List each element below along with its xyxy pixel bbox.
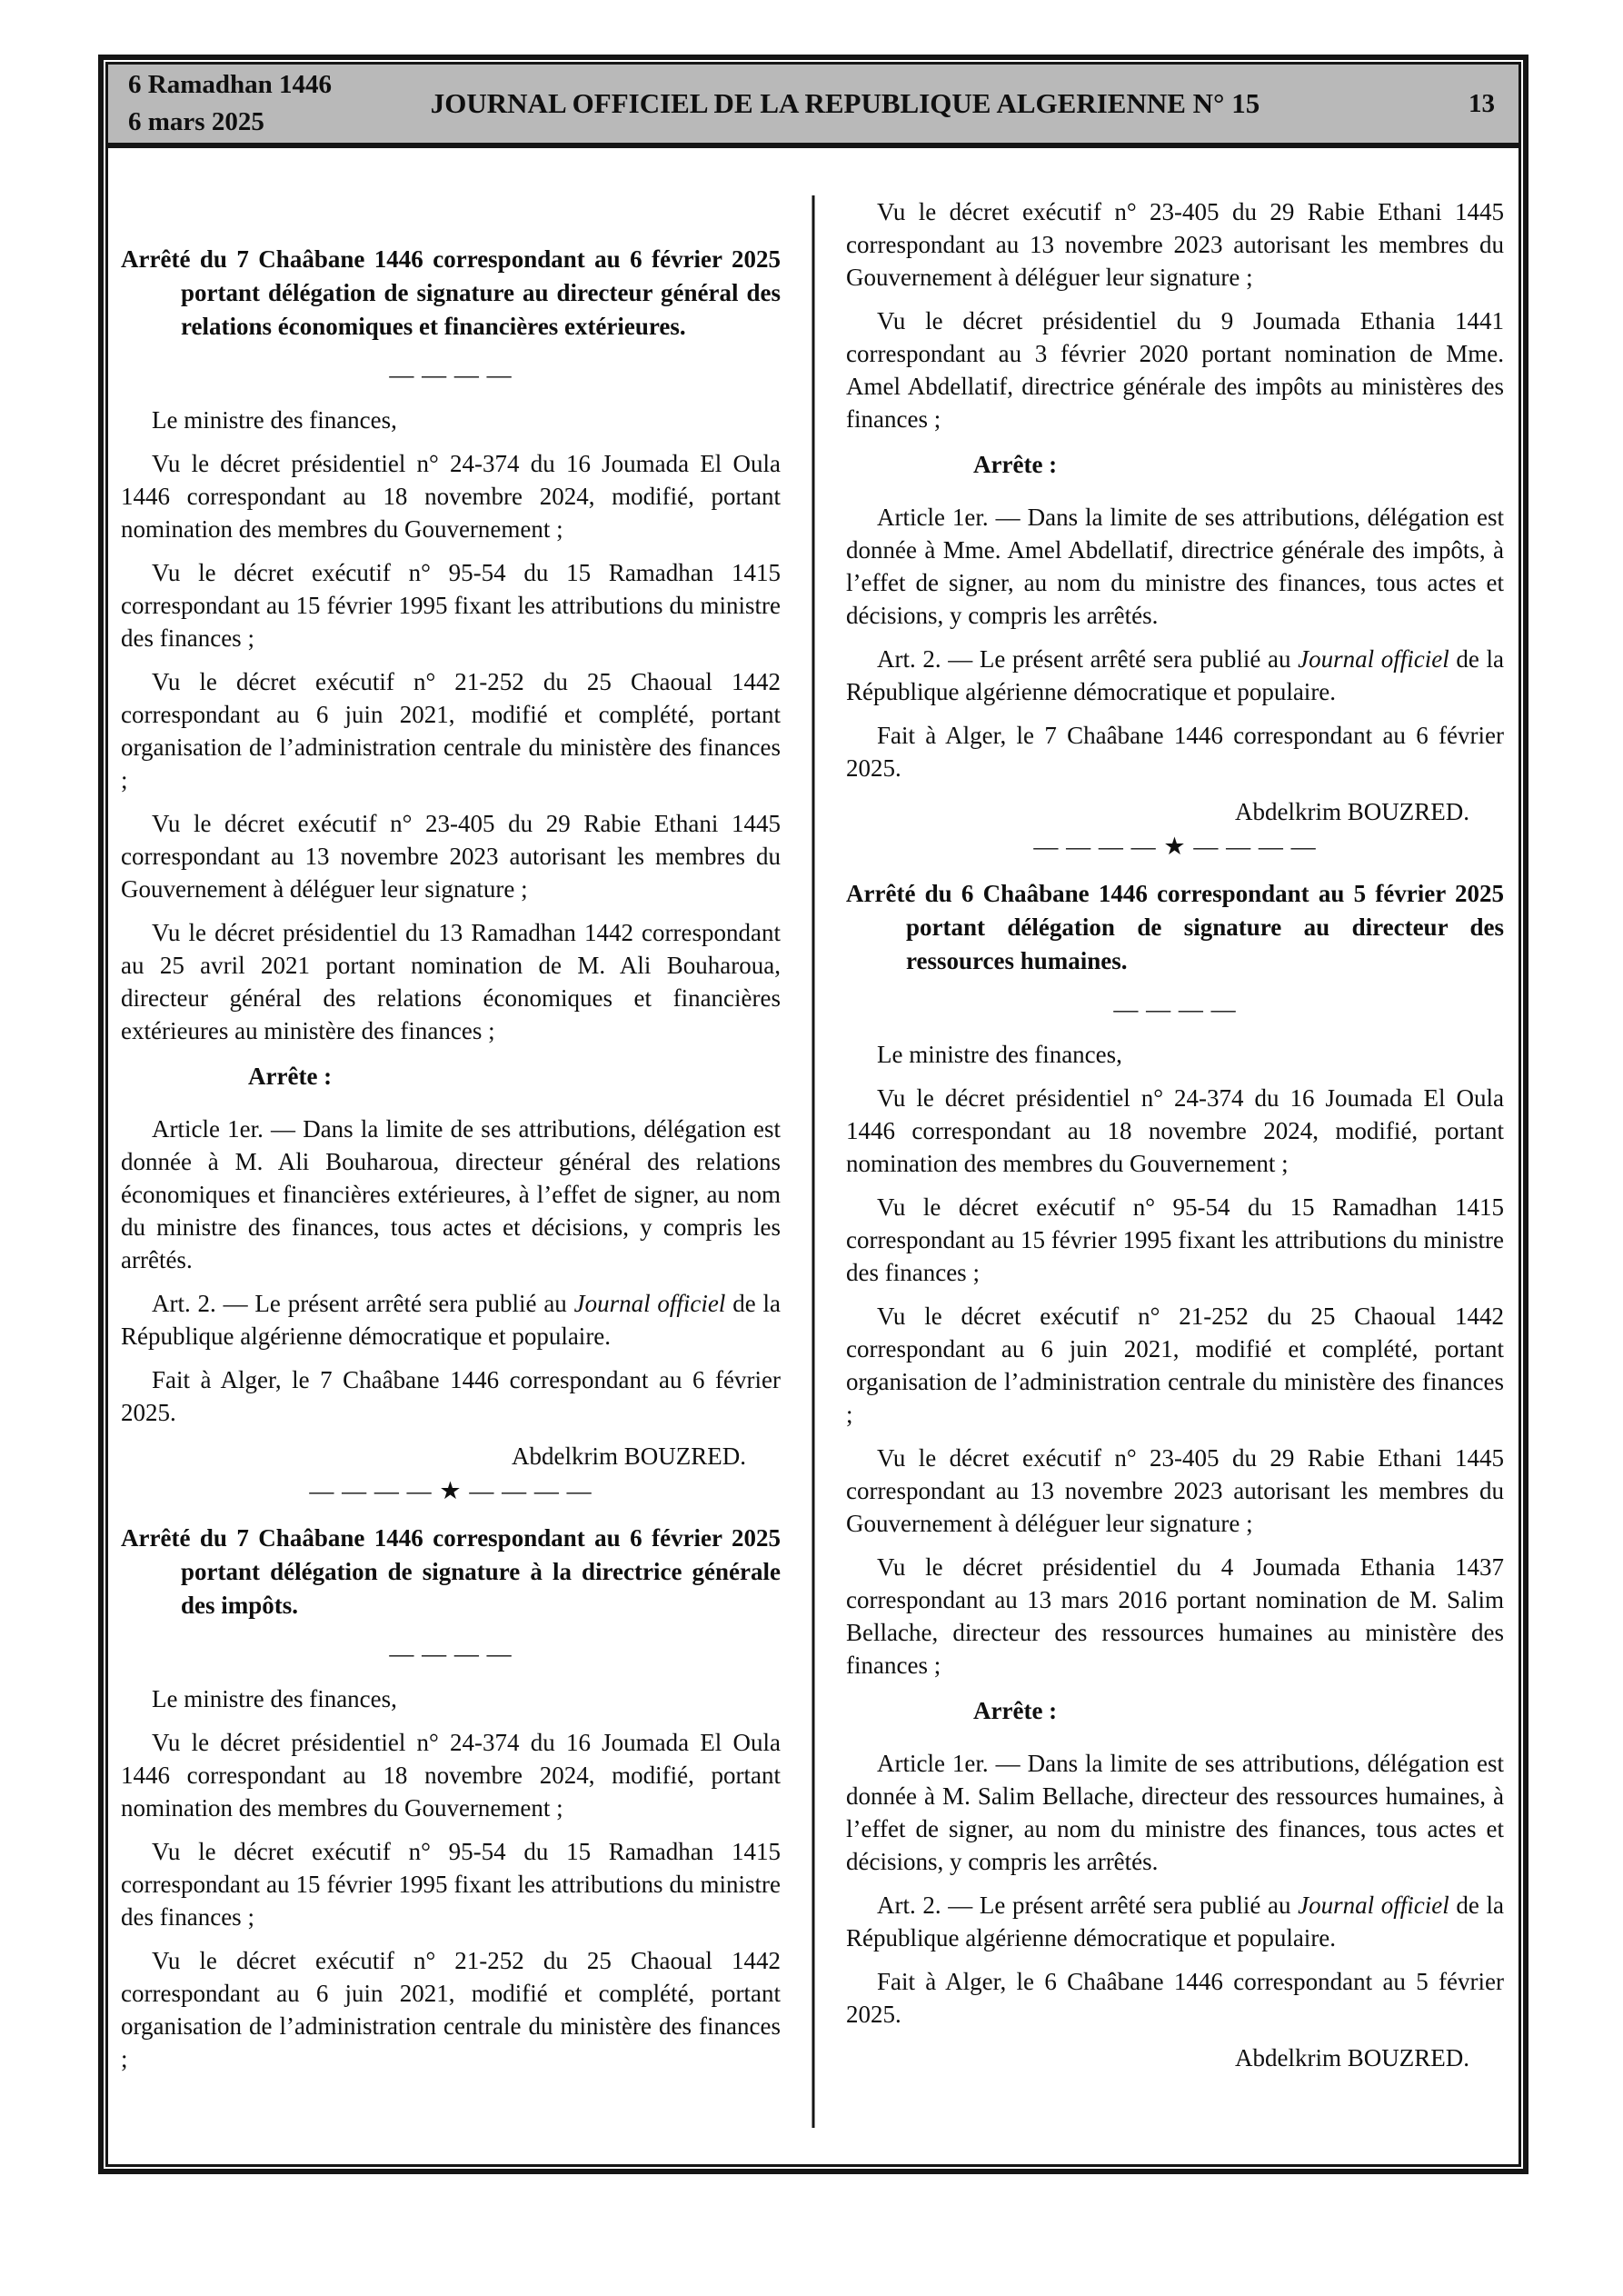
arrete-label: Arrête : <box>973 451 1058 478</box>
arrete-heading-3: Arrêté du 6 Chaâbane 1446 correspondant au 5 février 2025 portant délégation de signature au directeur des ressources humaines. <box>846 880 1504 974</box>
page-frame-inner <box>105 62 1521 2167</box>
visa-paragraph: Vu le décret exécutif n° 23-405 du 29 Rabie Ethani 1445 correspondant au 13 novembre 2023 autorisant les membres du Gouvernement à déléguer leur signature ; <box>846 1444 1504 1537</box>
minister-line: Le ministre des finances, <box>152 406 397 434</box>
page-frame <box>98 55 1528 2174</box>
dash-separator: — — — — <box>389 361 513 388</box>
article-2-paragraph <box>121 1287 781 1353</box>
signature-name: Abdelkrim BOUZRED. <box>1235 798 1469 825</box>
page-number: 13 <box>1469 88 1495 118</box>
article-2-text: de la République algérienne démocratique et populaire. <box>121 1290 781 1350</box>
visa-paragraph: Vu le décret présidentiel n° 24-374 du 16 Joumada El Oula 1446 correspondant au 18 novembre 2024, modifié, portant nomination des membres du Gouvernement ; <box>121 450 781 543</box>
dash-separator: — — — — <box>1113 995 1237 1023</box>
article-2-text: Art. 2. — Le présent arrêté sera publié au <box>152 1290 574 1317</box>
journal-officiel-italic: Journal officiel <box>1298 645 1449 673</box>
article-2-text: Art. 2. — Le présent arrêté sera publié au <box>877 1892 1299 1919</box>
right-column <box>813 148 1518 2164</box>
dash-separator: — — — — <box>389 1640 513 1667</box>
article-2-text: de la République algérienne démocratique et populaire. <box>846 645 1504 705</box>
visa-paragraph: Vu le décret exécutif n° 21-252 du 25 Chaoual 1442 correspondant au 6 juin 2021, modifié et complété, portant organisation de l’administration centrale du ministère des finances ; <box>121 1947 781 2072</box>
signature-name: Abdelkrim BOUZRED. <box>1235 2044 1469 2071</box>
column-divider <box>812 195 815 2128</box>
content-columns <box>108 148 1518 2164</box>
signature-place-date: Fait à Alger, le 7 Chaâbane 1446 correspondant au 6 février 2025. <box>121 1366 781 1426</box>
article-1-paragraph: Article 1er. — Dans la limite de ses attributions, délégation est donnée à M. Ali Bouharoua, directeur général des relations économiques et financières extérieures, à l’effet de signer, au nom du ministre des finances, tous actes et décisions, y compris les arrêtés. <box>121 1115 781 1273</box>
visa-paragraph: Vu le décret exécutif n° 95-54 du 15 Ramadhan 1415 correspondant au 15 février 1995 fixant les attributions du ministre des finances ; <box>846 1193 1504 1286</box>
signature-place-date: Fait à Alger, le 6 Chaâbane 1446 correspondant au 5 février 2025. <box>846 1968 1504 2028</box>
journal-title: JOURNAL OFFICIEL DE LA REPUBLIQUE ALGERIENNE N° 15 <box>430 87 1260 119</box>
journal-officiel-italic: Journal officiel <box>1298 1892 1449 1919</box>
article-2-paragraph <box>846 1889 1504 1954</box>
article-2-text: Art. 2. — Le présent arrêté sera publié au <box>877 645 1299 673</box>
signature-place-date: Fait à Alger, le 7 Chaâbane 1446 correspondant au 6 février 2025. <box>846 722 1504 782</box>
arrete-heading-1: Arrêté du 7 Chaâbane 1446 correspondant au 6 février 2025 portant délégation de signature au directeur général des relations économiques et financières extérieures. <box>121 245 781 340</box>
arrete-heading-2: Arrêté du 7 Chaâbane 1446 correspondant au 6 février 2025 portant délégation de signature à la directrice générale des impôts. <box>121 1524 781 1619</box>
hijri-date: 6 Ramadhan 1446 <box>128 70 332 99</box>
article-2-text: de la République algérienne démocratique et populaire. <box>846 1892 1504 1952</box>
arrete-label: Arrête : <box>248 1063 333 1090</box>
star-separator: — — — — ★ — — — — <box>309 1477 592 1504</box>
visa-paragraph: Vu le décret présidentiel n° 24-374 du 16 Joumada El Oula 1446 correspondant au 18 novembre 2024, modifié, portant nomination des membres du Gouvernement ; <box>846 1084 1504 1177</box>
article-2-paragraph <box>846 643 1504 708</box>
star-separator: — — — — ★ — — — — <box>1033 833 1317 860</box>
header-dates <box>128 66 332 141</box>
article-1-paragraph: Article 1er. — Dans la limite de ses attributions, délégation est donnée à Mme. Amel Abdellatif, directrice générale des impôts, à l’effet de signer, au nom du ministre des finances, tous actes et décisions, y compris les arrêtés. <box>846 504 1504 629</box>
visa-paragraph: Vu le décret exécutif n° 95-54 du 15 Ramadhan 1415 correspondant au 15 février 1995 fixant les attributions du ministre des finances ; <box>121 559 781 652</box>
visa-paragraph: Vu le décret exécutif n° 95-54 du 15 Ramadhan 1415 correspondant au 15 février 1995 fixant les attributions du ministre des finances ; <box>121 1838 781 1931</box>
journal-header <box>108 65 1518 148</box>
visa-paragraph: Vu le décret exécutif n° 23-405 du 29 Rabie Ethani 1445 correspondant au 13 novembre 2023 autorisant les membres du Gouvernement à déléguer leur signature ; <box>121 810 781 903</box>
visa-paragraph: Vu le décret présidentiel n° 24-374 du 16 Joumada El Oula 1446 correspondant au 18 novembre 2024, modifié, portant nomination des membres du Gouvernement ; <box>121 1729 781 1822</box>
article-1-paragraph: Article 1er. — Dans la limite de ses attributions, délégation est donnée à M. Salim Bellache, directeur des ressources humaines, à l’effet de signer, au nom du ministre des finances, tous actes et décisions, y compris les arrêtés. <box>846 1750 1504 1875</box>
arrete-label: Arrête : <box>973 1697 1058 1724</box>
left-column <box>108 148 813 2164</box>
visa-paragraph: Vu le décret exécutif n° 21-252 du 25 Chaoual 1442 correspondant au 6 juin 2021, modifié et complété, portant organisation de l’administration centrale du ministère des finances ; <box>846 1303 1504 1428</box>
visa-paragraph: Vu le décret présidentiel du 4 Joumada Ethania 1437 correspondant au 13 mars 2016 portant nomination de M. Salim Bellache, directeur des ressources humaines au ministère des finances ; <box>846 1553 1504 1679</box>
minister-line: Le ministre des finances, <box>877 1041 1122 1068</box>
gregorian-date: 6 mars 2025 <box>128 107 264 136</box>
visa-paragraph: Vu le décret présidentiel du 13 Ramadhan 1442 correspondant au 25 avril 2021 portant nomination de M. Ali Bouharoua, directeur général des relations économiques et financières extérieures au ministère des finances ; <box>121 919 781 1044</box>
journal-officiel-italic: Journal officiel <box>573 1290 726 1317</box>
minister-line: Le ministre des finances, <box>152 1685 397 1712</box>
visa-paragraph: Vu le décret exécutif n° 21-252 du 25 Chaoual 1442 correspondant au 6 juin 2021, modifié et complété, portant organisation de l’administration centrale du ministère des finances ; <box>121 668 781 794</box>
visa-paragraph: Vu le décret exécutif n° 23-405 du 29 Rabie Ethani 1445 correspondant au 13 novembre 2023 autorisant les membres du Gouvernement à déléguer leur signature ; <box>846 198 1504 291</box>
visa-paragraph: Vu le décret présidentiel du 9 Joumada Ethania 1441 correspondant au 3 février 2020 portant nomination de Mme. Amel Abdellatif, directrice générale des impôts au ministères des finances ; <box>846 307 1504 433</box>
signature-name: Abdelkrim BOUZRED. <box>512 1442 746 1470</box>
